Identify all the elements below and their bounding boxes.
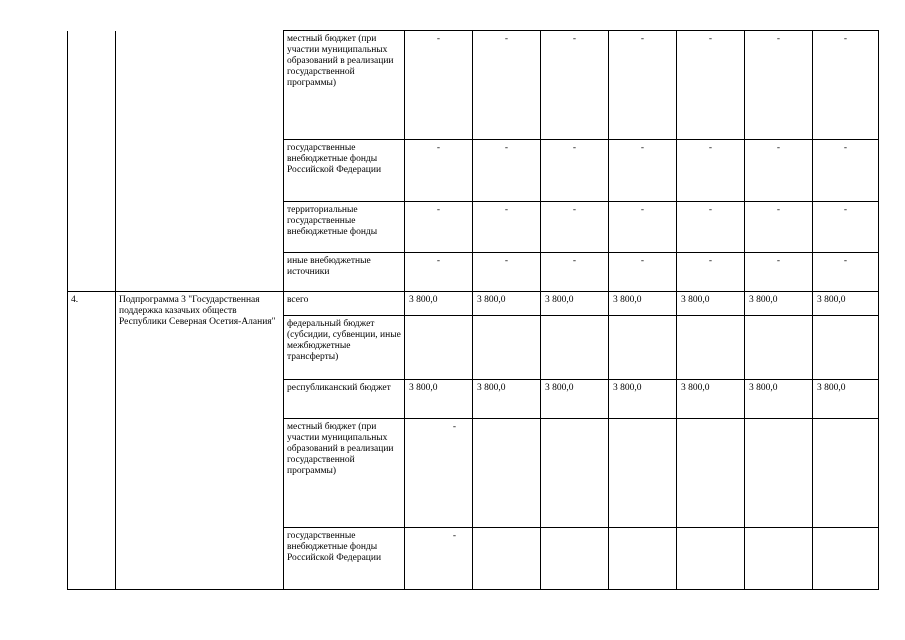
value-cell: - (405, 253, 473, 292)
value-cell: 3 800,0 (677, 292, 745, 316)
value-cell (677, 316, 745, 380)
value-cell (677, 419, 745, 528)
budget-table (67, 30, 879, 590)
source-cell: местный бюджет (при участии муниципальных образований в реализации государственной программы) (284, 419, 405, 528)
value-cell (473, 419, 541, 528)
value-cell: - (405, 528, 473, 590)
value-cell: - (405, 31, 473, 140)
source-cell: республиканский бюджет (284, 380, 405, 419)
value-cell: - (609, 253, 677, 292)
value-cell: - (745, 31, 813, 140)
value-cell: - (677, 202, 745, 253)
value-cell: - (745, 253, 813, 292)
value-cell: - (405, 140, 473, 202)
value-cell (405, 316, 473, 380)
value-cell: 3 800,0 (813, 292, 879, 316)
value-cell (473, 316, 541, 380)
value-cell: - (473, 202, 541, 253)
number-cell (68, 31, 116, 292)
source-cell: государственные внебюджетные фонды Российской Федерации (284, 140, 405, 202)
source-cell: государственные внебюджетные фонды Российской Федерации (284, 528, 405, 590)
value-cell: - (745, 202, 813, 253)
value-cell (609, 316, 677, 380)
value-cell: 3 800,0 (609, 292, 677, 316)
value-cell (541, 419, 609, 528)
value-cell (609, 528, 677, 590)
value-cell: 3 800,0 (473, 292, 541, 316)
value-cell: - (813, 31, 879, 140)
value-cell (813, 528, 879, 590)
value-cell: - (541, 253, 609, 292)
section-title: Подпрограмма 3 "Государственная поддержка казачьих обществ Республики Северная Осетия-Алания" (116, 292, 284, 590)
value-cell: - (473, 31, 541, 140)
table-row (68, 292, 879, 316)
value-cell: - (541, 202, 609, 253)
value-cell: 3 800,0 (813, 380, 879, 419)
value-cell: - (541, 31, 609, 140)
value-cell: - (677, 31, 745, 140)
value-cell (609, 419, 677, 528)
value-cell: - (541, 140, 609, 202)
value-cell: - (609, 31, 677, 140)
value-cell: 3 800,0 (745, 292, 813, 316)
value-cell: - (813, 202, 879, 253)
source-cell: местный бюджет (при участии муниципальных образований в реализации государственной программы) (284, 31, 405, 140)
value-cell (541, 528, 609, 590)
value-cell (541, 316, 609, 380)
table-row (68, 31, 879, 140)
value-cell: - (745, 140, 813, 202)
value-cell (745, 528, 813, 590)
source-cell: всего (284, 292, 405, 316)
value-cell: 3 800,0 (745, 380, 813, 419)
value-cell (745, 316, 813, 380)
title-cell (116, 31, 284, 292)
value-cell: - (813, 140, 879, 202)
value-cell: 3 800,0 (473, 380, 541, 419)
value-cell: - (609, 202, 677, 253)
value-cell: 3 800,0 (541, 292, 609, 316)
value-cell: 3 800,0 (609, 380, 677, 419)
value-cell (745, 419, 813, 528)
value-cell: - (473, 253, 541, 292)
value-cell: - (677, 140, 745, 202)
value-cell: 3 800,0 (541, 380, 609, 419)
value-cell: - (677, 253, 745, 292)
section-number: 4. (68, 292, 116, 590)
value-cell: - (609, 140, 677, 202)
value-cell: 3 800,0 (677, 380, 745, 419)
source-cell: иные внебюджетные источники (284, 253, 405, 292)
value-cell (813, 316, 879, 380)
value-cell (473, 528, 541, 590)
value-cell: 3 800,0 (405, 380, 473, 419)
value-cell (677, 528, 745, 590)
source-cell: федеральный бюджет (субсидии, субвенции, иные межбюджетные трансферты) (284, 316, 405, 380)
value-cell: - (405, 202, 473, 253)
value-cell: - (813, 253, 879, 292)
value-cell (813, 419, 879, 528)
source-cell: территориальные государственные внебюджетные фонды (284, 202, 405, 253)
value-cell: 3 800,0 (405, 292, 473, 316)
value-cell: - (405, 419, 473, 528)
value-cell: - (473, 140, 541, 202)
